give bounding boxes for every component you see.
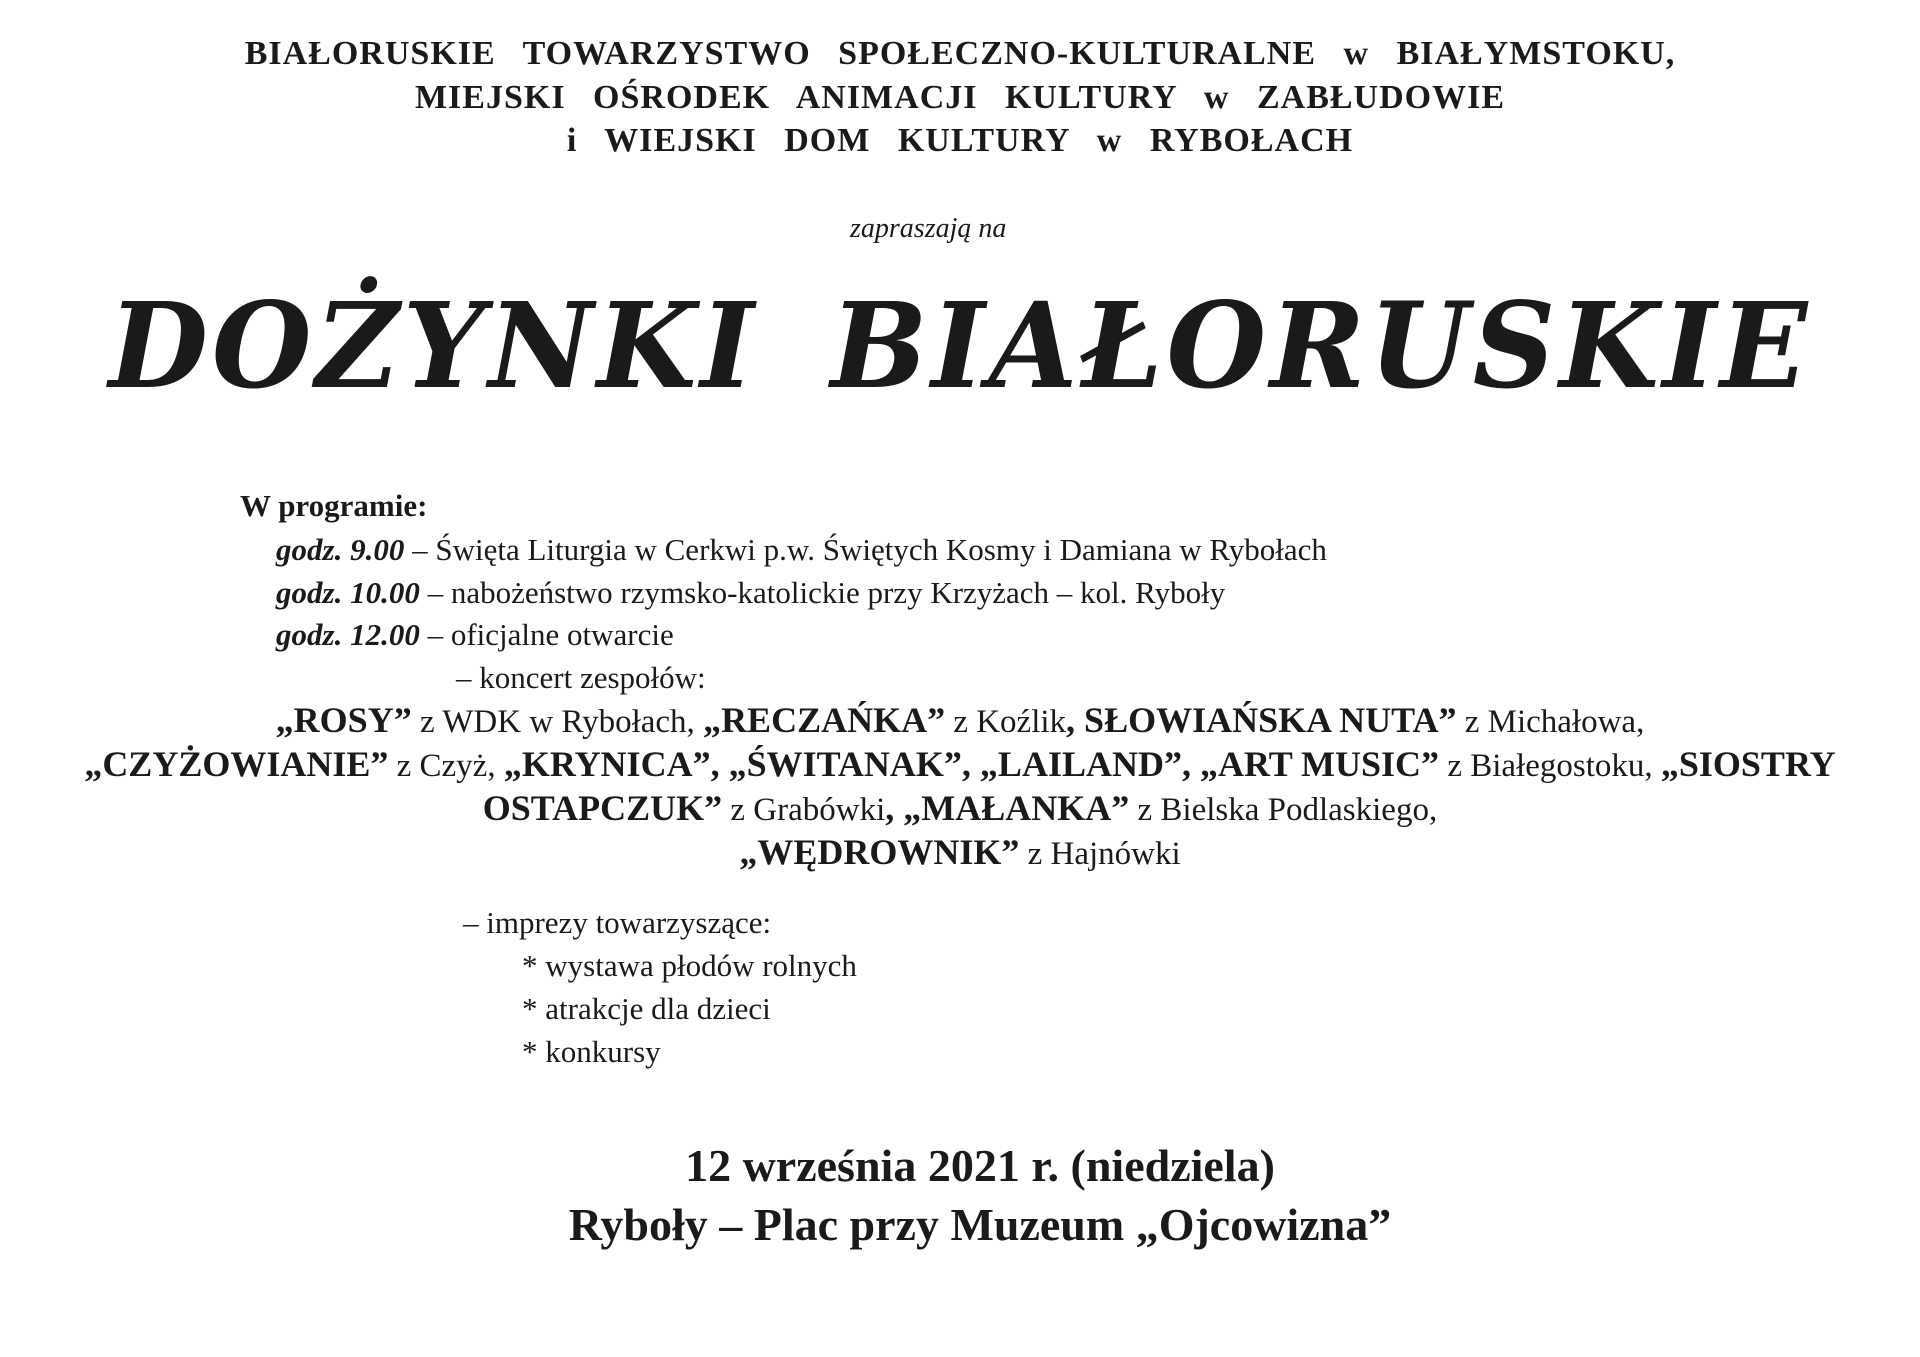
band-origin: z Michałowa, xyxy=(1456,704,1645,740)
band-name: „SIOSTRY OSTAPCZUK” xyxy=(482,744,1836,828)
bands-line-3 xyxy=(0,831,1920,875)
organizer-line-1: BIAŁORUSKIE TOWARZYSTWO SPOŁECZNO-KULTURALNE w BIAŁYMSTOKU, xyxy=(244,35,1676,72)
band-origin: z Czyż, xyxy=(388,748,504,784)
band-origin: z Białegostoku, xyxy=(1439,748,1661,784)
band-name: „ROSY” xyxy=(275,700,412,740)
invite-text: zapraszają na xyxy=(850,213,1007,244)
band-name: „RECZAŃKA” xyxy=(703,700,946,740)
organizer-line-2: MIEJSKI OŚRODEK ANIMACJI KULTURY w ZABŁUDOWIE xyxy=(414,79,1506,116)
band-origin: z Grabówki xyxy=(722,792,886,828)
band-name: „WĘDROWNIK” xyxy=(739,832,1020,872)
band-origin: z WDK w Rybołach, xyxy=(411,704,704,740)
schedule-text: – Święta Liturgia w Cerkwi p.w. Świętych Kosmy i Damiana w Rybołach xyxy=(404,532,1327,567)
event-date: 12 września 2021 r. (niedziela) xyxy=(685,1140,1275,1191)
event-item: * konkursy xyxy=(522,1034,661,1069)
schedule-item xyxy=(276,615,674,655)
schedule-text: – nabożeństwo rzymsko-katolickie przy Krzyżach – kol. Ryboły xyxy=(419,575,1226,610)
band-name: „CZYŻOWIANIE” xyxy=(84,744,389,784)
schedule-item xyxy=(276,573,1225,613)
organizer-line-3: i WIEJSKI DOM KULTURY w RYBOŁACH xyxy=(566,122,1354,159)
schedule-time: godz. 10.00 xyxy=(276,575,420,610)
bands-line-2 xyxy=(0,743,1920,831)
events-heading: – imprezy towarzyszące: xyxy=(463,905,772,940)
schedule-time: godz. 9.00 xyxy=(276,532,405,567)
band-origin: z Hajnówki xyxy=(1019,836,1181,872)
bands-list xyxy=(0,699,1920,875)
event-title: DOŻYNKI BIAŁORUSKIE xyxy=(108,276,1812,415)
schedule-item xyxy=(276,530,1327,570)
schedule-time: godz. 12.00 xyxy=(276,617,420,652)
band-origin: z Bielska Podlaskiego, xyxy=(1129,792,1438,828)
band-origin: z Koźlik xyxy=(945,704,1067,740)
event-place: Ryboły – Plac przy Muzeum „Ojcowizna” xyxy=(568,1199,1392,1250)
schedule-item xyxy=(456,658,706,698)
schedule-text: – koncert zespołów: xyxy=(456,660,706,695)
program-heading: W programie: xyxy=(240,488,428,523)
event-item: * atrakcje dla dzieci xyxy=(522,991,771,1026)
band-name: „KRYNICA”, „ŚWITANAK”, „LAILAND”, „ART MUSIC” xyxy=(503,744,1440,784)
band-name: , SŁOWIAŃSKA NUTA” xyxy=(1066,700,1457,740)
event-item: * wystawa płodów rolnych xyxy=(522,948,857,983)
schedule-text: – oficjalne otwarcie xyxy=(419,617,674,652)
bands-line-1 xyxy=(0,699,1920,743)
band-name: , „MAŁANKA” xyxy=(885,788,1130,828)
